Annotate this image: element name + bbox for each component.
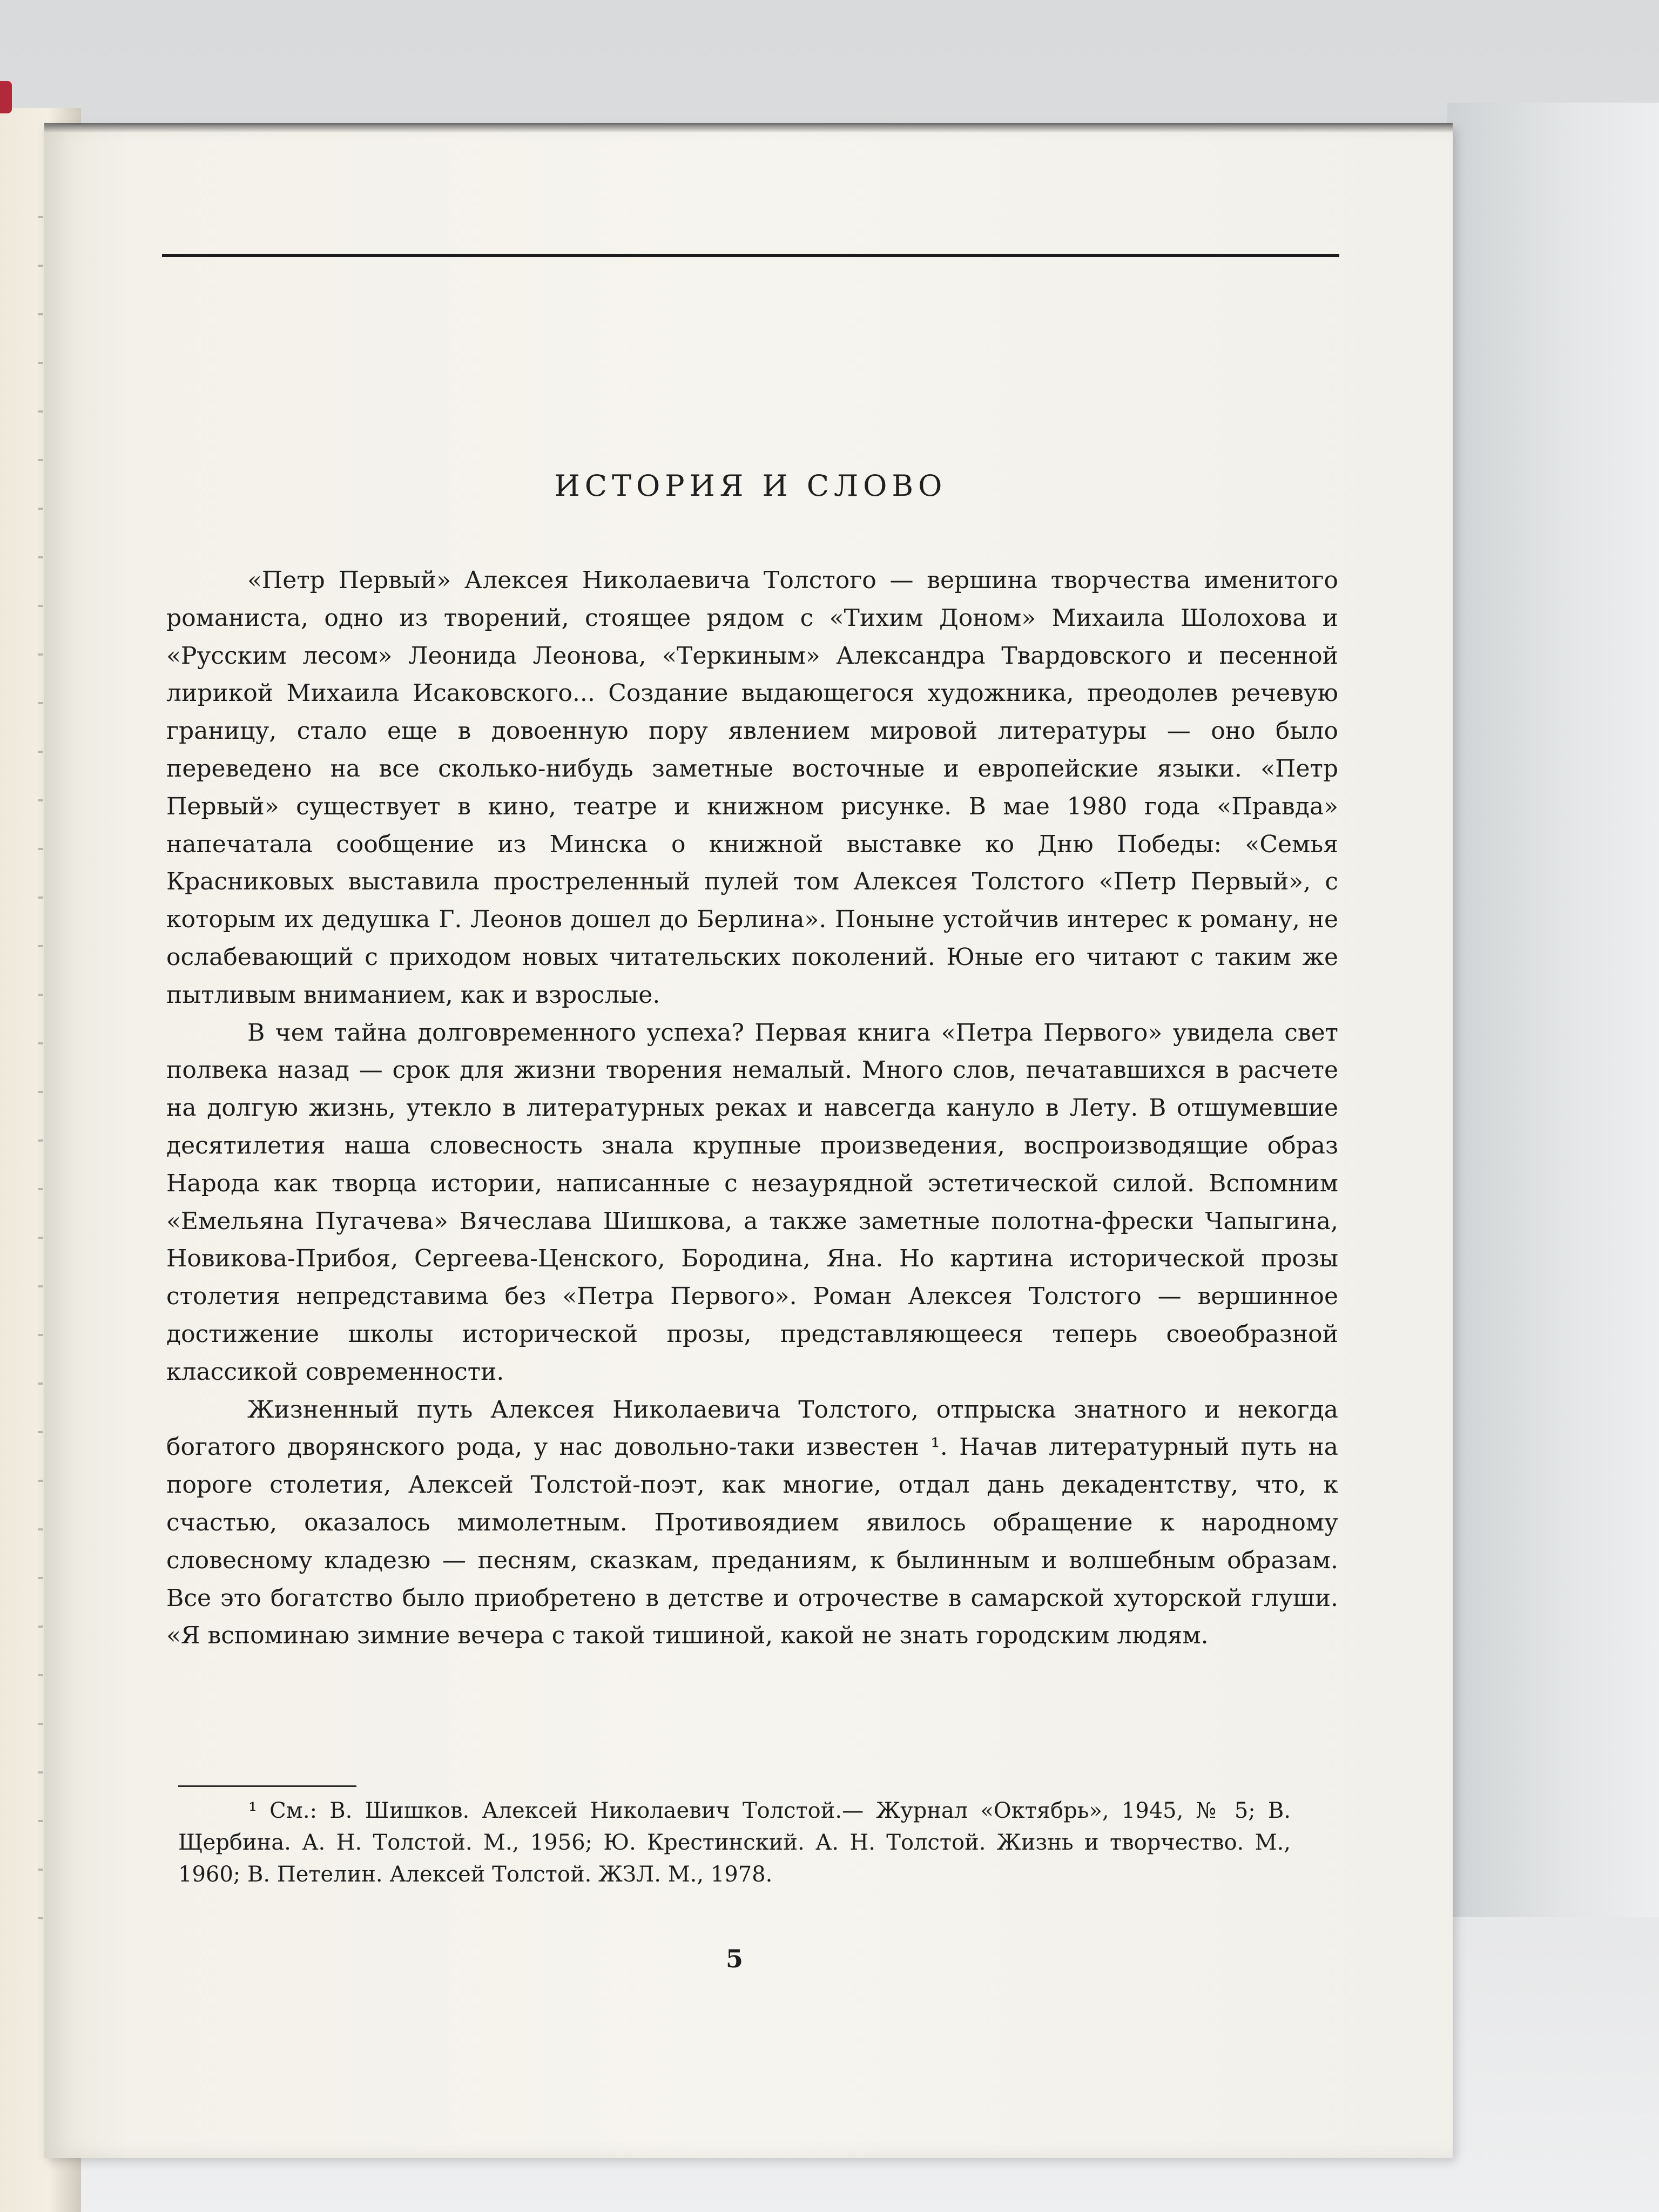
- rear-page-edge: [1447, 103, 1659, 1917]
- cover-red-corner: [0, 81, 12, 113]
- page-number: 5: [725, 1944, 743, 1973]
- paragraph-3: Жизненный путь Алексея Николаевича Толстого, отпрыска знатного и некогда богатого дворянского рода, у нас довольно-таки известен ¹. Начав литературный путь на пороге столетия, Алексей Толстой-поэт, как многие, отдал дань декадентству, что, к счастью, оказалось мимолетным. Противоядием явилось обращение к народному словесному кладезю — песням, сказкам, преданиям, к былинным и волшебным образам. Все это богатство было приобретено в детстве и отрочестве в самарской хуторской глуши. «Я вспоминаю зимние вечера с такой тишиной, какой не знать городским людям.: [166, 1395, 1338, 1650]
- binding-stitches: [38, 216, 43, 1944]
- footnote: ¹ См.: В. Шишков. Алексей Николаевич Толстой.— Журнал «Октябрь», 1945, № 5; В. Щербина. А. Н. Толстой. М., 1956; Ю. Крестинский. А. Н. Толстой. Жизнь и творчество. М., 1960; В. Петелин. Алексей Толстой. ЖЗЛ. М., 1978.: [178, 1798, 1291, 1887]
- paragraph-1: «Петр Первый» Алексея Николаевича Толстого — вершина творчества именитого романиста, одно из творений, стоящее рядом с «Тихим Доном» Михаила Шолохова и «Русским лесом» Леонида Леонова, «Теркиным» Александра Твардовского и песенной лирикой Михаила Исаковского... Создание выдающегося художника, преодолев речевую границу, стало еще в довоенную пору явлением мировой литературы — оно было переведено на все сколько-нибудь заметные восточные и европейские языки. «Петр Первый» существует в кино, театре и книжном рисунке. В мае 1980 года «Правда» напечатала сообщение из Минска о книжной выставке ко Дню Победы: «Семья Красниковых выставила простреленный пулей том Алексея Толстого «Петр Первый», с которым их дедушка Г. Леонов дошел до Берлина». Поныне устойчив интерес к роману, не ослабевающий с приходом новых читательских поколений. Юные его читают с таким же пытливым вниманием, как и взрослые.: [166, 567, 1338, 1009]
- paragraph-2: В чем тайна долговременного успеха? Первая книга «Петра Первого» увидела свет полвека назад — срок для жизни творения немалый. Много слов, печатавшихся в расчете на долгую жизнь, утекло в литературных реках и навсегда кануло в Лету. В отшумевшие десятилетия наша словесность знала крупные произведения, воспроизводящие образ Народа как творца истории, написанные с незаурядной эстетической силой. Вспомним «Емельяна Пугачева» Вячеслава Шишкова, а также заметные полотна-фрески Чапыгина, Новикова-Прибоя, Сергеева-Ценского, Бородина, Яна. Но картина исторической прозы столетия непредставима без «Петра Первого». Роман Алексея Толстого — вершинное достижение школы исторической прозы, представляющееся теперь своеобразной классикой современности.: [166, 1019, 1338, 1386]
- page-top-shadow: [44, 123, 1453, 133]
- body-text: [166, 562, 1338, 1655]
- footnote-rule: [178, 1785, 356, 1787]
- chapter-title: ИСТОРИЯ И СЛОВО: [554, 469, 947, 503]
- header-rule: [162, 254, 1339, 257]
